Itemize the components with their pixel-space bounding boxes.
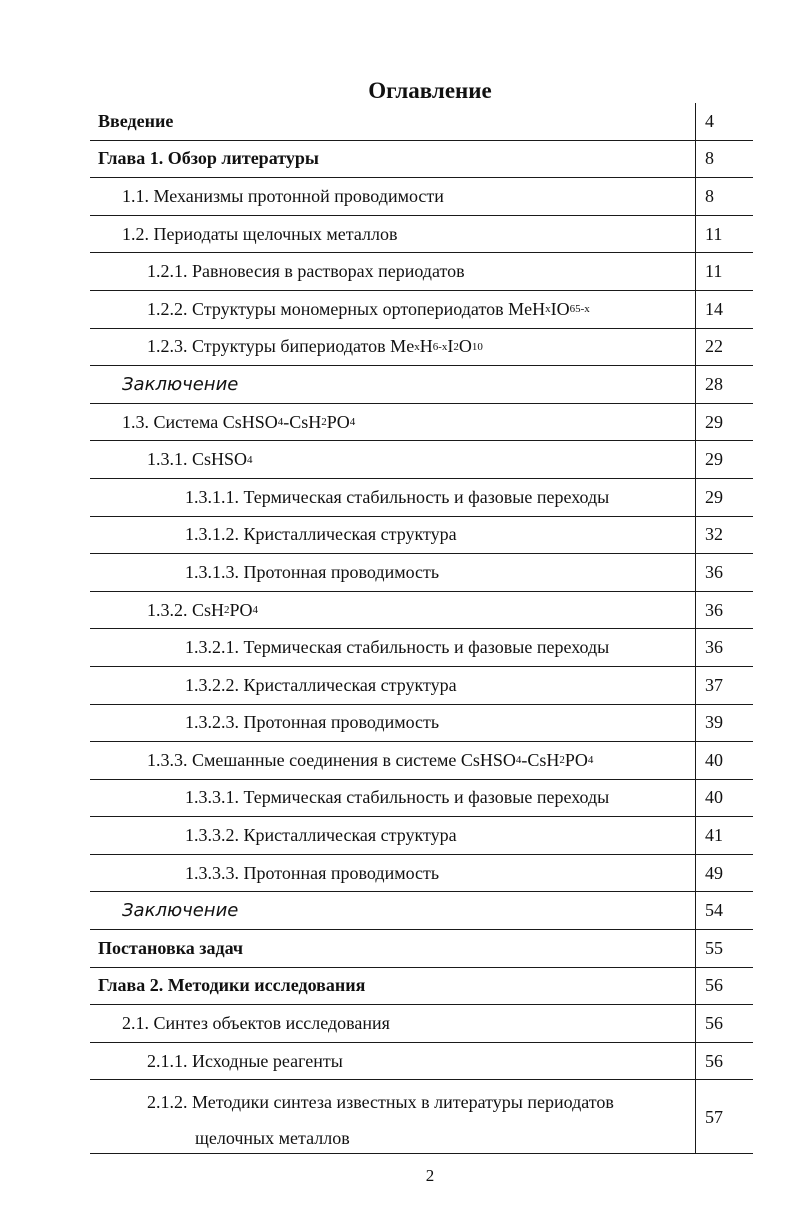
formula-part: 1.3.3. Смешанные соединения в системе CsHSO xyxy=(147,749,516,770)
toc-entry-title: 1.3.1.3. Протонная проводимость xyxy=(185,561,440,582)
toc-row-2-1-1 xyxy=(90,1043,753,1081)
formula-part: -CsH xyxy=(283,411,322,432)
toc-row-conclusion-1 xyxy=(90,366,753,404)
toc-entry-page: 11 xyxy=(695,216,753,253)
toc-entry-title: 1.3.1.1. Термическая стабильность и фазовые переходы xyxy=(185,486,610,507)
toc-entry-title: 1.2.3. Структуры бипериодатов Me x H 6-x I 2 O 10 xyxy=(147,336,483,357)
toc-entry-page: 36 xyxy=(695,592,753,629)
toc-entry-title: Заключение xyxy=(122,373,239,395)
toc-entry-title: Глава 1. Обзор литературы xyxy=(98,148,319,169)
toc-row-2-1 xyxy=(90,1005,753,1043)
toc-entry-page: 40 xyxy=(695,742,753,779)
toc-entry-title: 1.2.2. Структуры мономерных ортопериодатов MeH x IO 6 5-x xyxy=(147,298,590,319)
toc-row-1-3-3-2 xyxy=(90,817,753,855)
table-of-contents xyxy=(90,103,753,1154)
toc-entry-page: 14 xyxy=(695,291,753,328)
toc-entry-page: 56 xyxy=(695,968,753,1005)
toc-entry-title: Глава 2. Методики исследования xyxy=(98,975,366,996)
formula-part: H xyxy=(419,336,433,357)
toc-entry-title: 1.3.1.2. Кристаллическая структура xyxy=(185,524,457,545)
toc-entry-page: 54 xyxy=(695,892,753,929)
toc-entry-page: 36 xyxy=(695,629,753,666)
toc-entry-page: 32 xyxy=(695,517,753,554)
toc-entry-title: 1.3.2. CsH 2 PO 4 xyxy=(147,599,259,620)
toc-entry-page: 29 xyxy=(695,441,753,478)
toc-row-1-3 xyxy=(90,404,753,442)
toc-entry-title: Постановка задач xyxy=(98,937,244,958)
toc-row-1-2-3 xyxy=(90,329,753,367)
toc-entry-title: Заключение xyxy=(122,900,239,922)
formula-part: 1.2.2. Структуры мономерных ортопериодатов MeH xyxy=(147,298,546,319)
toc-entry-page: 37 xyxy=(695,667,753,704)
toc-row-1-3-3-3 xyxy=(90,855,753,893)
formula-part: 1.3.1. CsHSO xyxy=(147,449,248,470)
formula-part: I xyxy=(447,336,454,357)
toc-entry-title: 1.2. Периодаты щелочных металлов xyxy=(122,223,398,244)
toc-row-1-3-2-1 xyxy=(90,629,753,667)
toc-entry-title: Введение xyxy=(98,110,174,131)
formula-part: 1.2.3. Структуры бипериодатов Me xyxy=(147,336,415,357)
toc-entry-title: 1.3.3. Смешанные соединения в системе CsHSO 4 -CsH 2 PO 4 xyxy=(147,749,594,770)
toc-entry-title xyxy=(147,1080,614,1156)
toc-entry-title: 2.1.1. Исходные реагенты xyxy=(147,1050,343,1071)
formula-part: IO xyxy=(550,298,570,319)
toc-row-1-3-2-3 xyxy=(90,705,753,743)
formula-part: O xyxy=(458,336,472,357)
toc-row-conclusion-2 xyxy=(90,892,753,930)
toc-entry-page: 4 xyxy=(695,103,753,140)
toc-entry-page: 29 xyxy=(695,479,753,516)
toc-entry-page: 40 xyxy=(695,780,753,817)
toc-entry-page: 39 xyxy=(695,705,753,742)
toc-entry-page: 11 xyxy=(695,253,753,290)
page-number: 2 xyxy=(425,1166,435,1185)
toc-entry-title: 1.3.3.1. Термическая стабильность и фазовые переходы xyxy=(185,787,610,808)
formula-part: -CsH xyxy=(521,749,560,770)
toc-row-chapter-1 xyxy=(90,141,753,179)
toc-entry-title: 1.3.3.3. Протонная проводимость xyxy=(185,862,440,883)
toc-entry-title: 1.3.1. CsHSO 4 xyxy=(147,449,253,470)
toc-row-1-2-2 xyxy=(90,291,753,329)
toc-entry-title: 2.1. Синтез объектов исследования xyxy=(122,1013,390,1034)
toc-row-2-1-2 xyxy=(90,1080,753,1154)
toc-entry-title: 1.3.2.3. Протонная проводимость xyxy=(185,712,440,733)
toc-row-1-2 xyxy=(90,216,753,254)
toc-entry-page: 56 xyxy=(695,1043,753,1080)
toc-entry-title: 1.3.2.1. Термическая стабильность и фазовые переходы xyxy=(185,637,610,658)
toc-entry-line: щелочных металлов xyxy=(195,1128,350,1149)
toc-entry-page: 55 xyxy=(695,930,753,967)
toc-row-1-3-1-1 xyxy=(90,479,753,517)
toc-row-1-3-1-2 xyxy=(90,517,753,555)
toc-row-1-3-3-1 xyxy=(90,780,753,818)
toc-row-1-3-2-2 xyxy=(90,667,753,705)
toc-entry-page: 8 xyxy=(695,178,753,215)
formula-part: PO xyxy=(564,749,588,770)
toc-row-1-3-2 xyxy=(90,592,753,630)
toc-entry-page: 56 xyxy=(695,1005,753,1042)
toc-entry-title: 1.3. Система CsHSO 4 -CsH 2 PO 4 xyxy=(122,411,356,432)
toc-entry-page: 29 xyxy=(695,404,753,441)
toc-entry-line: 2.1.2. Методики синтеза известных в литературы периодатов xyxy=(147,1092,614,1113)
toc-row-1-3-3 xyxy=(90,742,753,780)
formula-part: 1.3.2. CsH xyxy=(147,599,225,620)
page-title: Оглавление xyxy=(368,78,492,103)
toc-row-1-3-1 xyxy=(90,441,753,479)
toc-entry-title: 1.2.1. Равновесия в растворах периодатов xyxy=(147,261,465,282)
toc-row-1-2-1 xyxy=(90,253,753,291)
toc-entry-page: 36 xyxy=(695,554,753,591)
toc-entry-title: 1.1. Механизмы протонной проводимости xyxy=(122,185,444,206)
toc-entry-title: 1.3.3.2. Кристаллическая структура xyxy=(185,825,457,846)
toc-entry-page: 8 xyxy=(695,141,753,178)
toc-entry-page: 49 xyxy=(695,855,753,892)
toc-row-1-3-1-3 xyxy=(90,554,753,592)
toc-row-problem-statement xyxy=(90,930,753,968)
formula-part: PO xyxy=(326,411,350,432)
toc-row-introduction xyxy=(90,103,753,141)
formula-part: 1.3. Система CsHSO xyxy=(122,411,278,432)
toc-entry-page: 57 xyxy=(695,1080,753,1153)
toc-entry-page: 41 xyxy=(695,817,753,854)
toc-entry-title: 1.3.2.2. Кристаллическая структура xyxy=(185,674,457,695)
toc-row-1-1 xyxy=(90,178,753,216)
toc-entry-page: 22 xyxy=(695,329,753,366)
toc-row-chapter-2 xyxy=(90,968,753,1006)
formula-part: PO xyxy=(229,599,253,620)
toc-entry-page: 28 xyxy=(695,366,753,403)
